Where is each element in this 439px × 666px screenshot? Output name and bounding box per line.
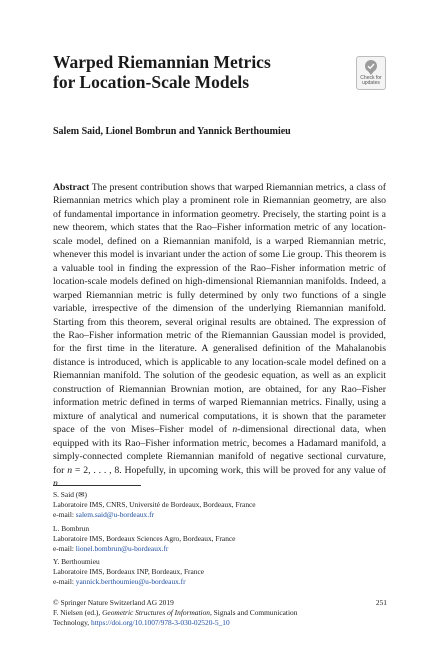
abstract-text-3: = 2, . . . , 8. Hopefully, in upcoming work, this will be proved for any value of [72, 464, 386, 476]
title-line-2: for Location-Scale Models [53, 72, 250, 92]
updates-text: updates [362, 80, 380, 86]
footnote-affiliation: Laboratoire IMS, Bordeaux Sciences Agro, Bordeaux, France [53, 533, 236, 543]
abstract-label: Abstract [53, 182, 90, 193]
paper-title [53, 52, 333, 92]
email-label: e-mail: [53, 510, 76, 519]
page-number: 251 [375, 598, 387, 607]
footnote-author-1 [53, 490, 393, 520]
doi-link[interactable]: https://doi.org/10.1007/978-3-030-02520-5_10 [91, 618, 230, 627]
book-title: Geometric Structures of Information [102, 608, 210, 617]
abstract-var-n1: n [232, 424, 238, 436]
abstract-var-n2: n [67, 464, 73, 476]
abstract-var-n3: n [53, 477, 58, 489]
footnote-affiliation: Laboratoire IMS, CNRS, Université de Bordeaux, Bordeaux, France [53, 500, 256, 509]
footnote-name: S. Said (✉) [53, 490, 87, 499]
email-link[interactable]: yannick.berthoumieu@u-bordeaux.fr [75, 577, 186, 586]
email-link[interactable]: salem.said@u-bordeaux.fr [75, 510, 155, 519]
email-label: e-mail: [53, 577, 76, 586]
citation-row [53, 608, 387, 618]
footnote-author-3 [53, 557, 393, 587]
abstract-text-4: . [57, 477, 61, 489]
copyright-text: © Springer Nature Switzerland AG 2019 [53, 598, 174, 607]
check-for-text: Check for [360, 75, 382, 81]
abstract-text-2: -dimensional directional data, when equipped with its Rao–Fisher information metric, becomes a Hadamard manifold, a simply-connected complete Riemannian manifold of negative sectional curvature, for [53, 424, 386, 476]
footnote-email-row [53, 577, 393, 587]
footnote-email-row [53, 544, 393, 554]
author-footnotes [53, 490, 393, 591]
copyright-row [53, 598, 387, 608]
footnote-divider [53, 485, 141, 486]
check-for-updates-badge[interactable] [356, 56, 386, 90]
citation-line-2: Technology, [53, 618, 91, 627]
abstract-text-1: The present contribution shows that warped Riemannian metrics, a class of Riemannian metrics which play a prominent role in Riemannian geometry, are also of fundamental importance in information geometry. Precisely, the starting point is a new theorem, which states that the Rao–Fisher information metric of any location-scale model, defined on a Riemannian manifold, is a warped Riemannian metric, whenever this model is invariant under the action of some Lie group. This theorem is a valuable tool in finding the expression of the Rao–Fisher information metric of location-scale models defined on high-dimensional Riemannian manifolds. Indeed, a warped Riemannian metric is fully determined by only two functions of a single variable, irrespective of the dimension of the underlying Riemannian manifold. Starting from this theorem, several original results are obtained. The expression of the Rao–Fisher information metric of the Riemannian Gaussian model is provided, for the first time in the literature. A generalised definition of the Mahalanobis distance is introduced, which is applicable to any location-scale model defined on a Riemannian manifold. The solution of the geodesic equation, as well as an explicit construction of Riemannian Brownian motion, are obtained, for any Rao–Fisher information metric defined in terms of warped Riemannian metrics. Finally, using a mixture of analytical and numerical computations, it is shown that the parameter space of the von Mises–Fisher model of [53, 182, 386, 436]
publication-footer [53, 598, 387, 628]
footnote-name: L. Bombrun [53, 523, 90, 533]
bookmark-check-icon [364, 59, 378, 76]
footnote-affiliation: Laboratoire IMS, Bordeaux INP, Bordeaux, France [53, 567, 205, 576]
citation-suffix: , Signals and Communication [209, 608, 298, 617]
doi-row [53, 618, 387, 628]
author-list: Salem Said, Lionel Bombrun and Yannick Berthoumieu [53, 126, 291, 137]
email-link[interactable]: lionel.bombrun@u-bordeaux.fr [75, 543, 169, 553]
footnote-name: Y. Berthoumieu [53, 557, 100, 566]
title-line-1: Warped Riemannian Metrics [53, 52, 271, 72]
footnote-author-2 [53, 524, 393, 554]
citation-prefix: F. Nielsen (ed.), [53, 608, 103, 617]
abstract [53, 181, 386, 490]
email-label: e-mail: [53, 543, 76, 553]
footnote-email-row [53, 510, 393, 520]
